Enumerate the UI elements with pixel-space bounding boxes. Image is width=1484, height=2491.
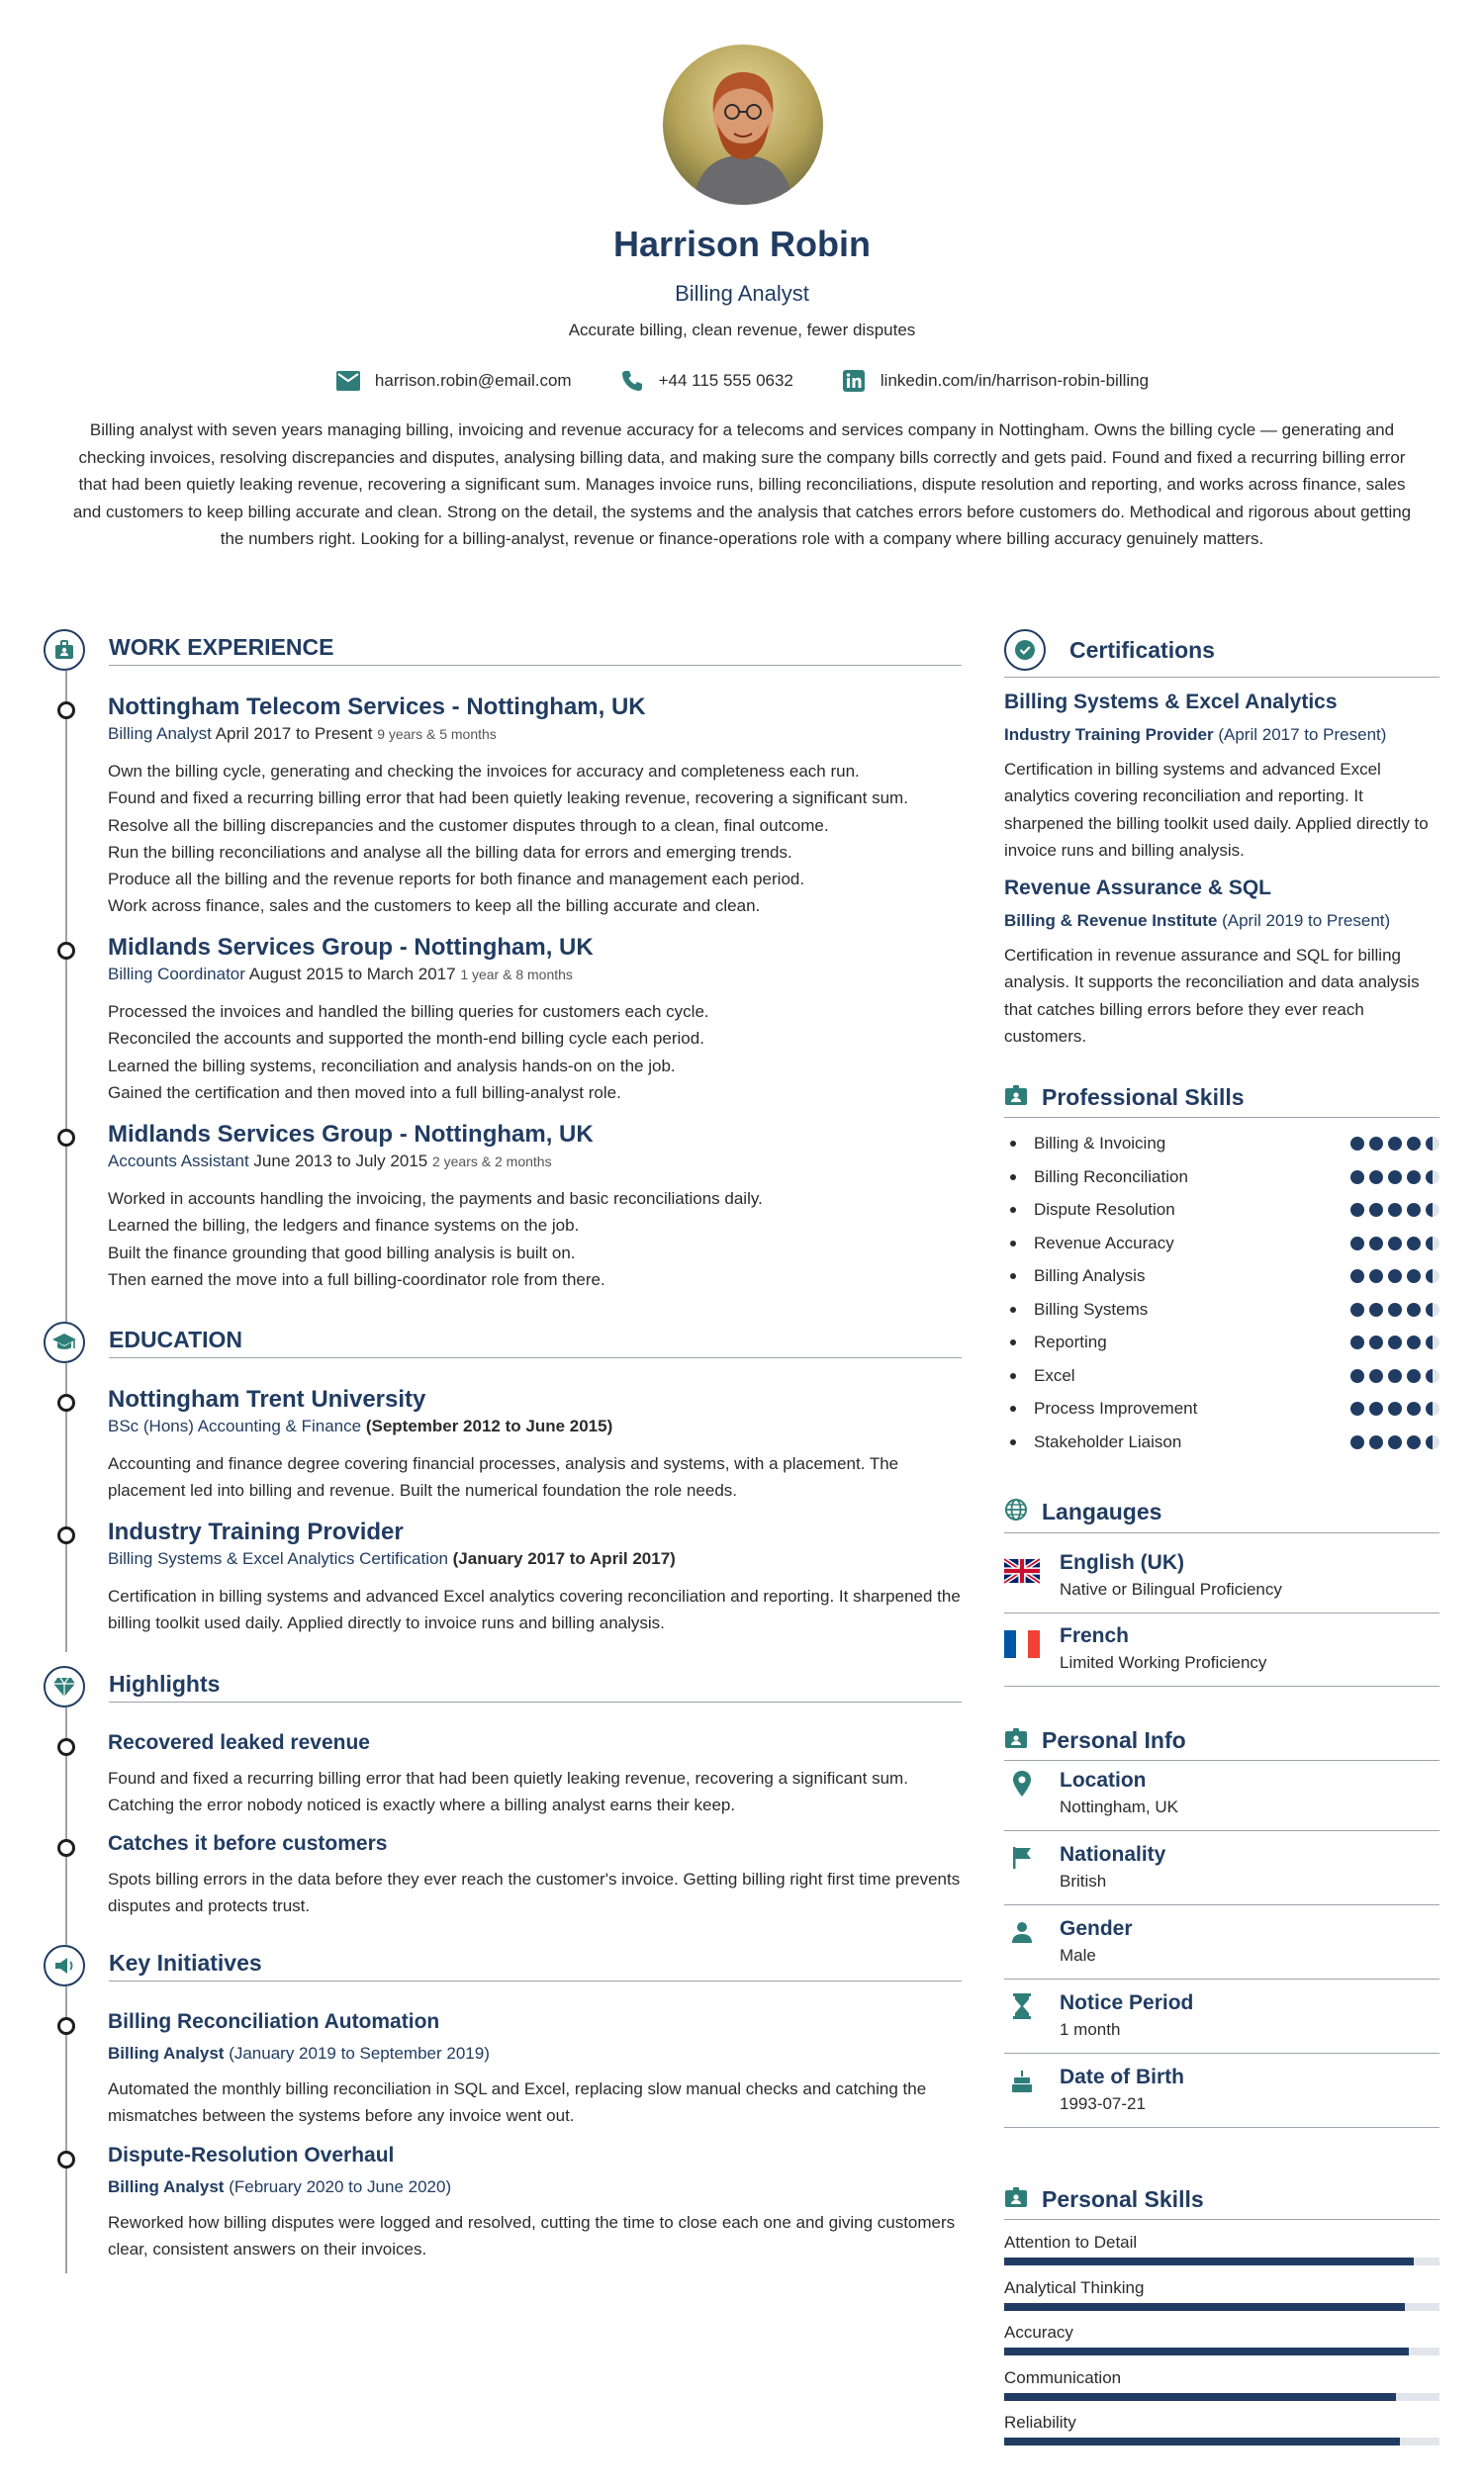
timeline-dot bbox=[57, 2151, 75, 2168]
uk-flag-icon bbox=[1004, 1557, 1040, 1585]
job-subline bbox=[108, 1150, 961, 1173]
job-entry bbox=[108, 692, 961, 920]
certification-org: Industry Training Provider bbox=[1004, 725, 1214, 744]
job-org: Midlands Services Group - Nottingham, UK bbox=[108, 934, 594, 961]
bullet-marker bbox=[1010, 1174, 1016, 1180]
rating-dot bbox=[1369, 1269, 1383, 1283]
language-name: English (UK) bbox=[1060, 1551, 1184, 1574]
initiative-entry bbox=[108, 2008, 961, 2130]
skill-rating bbox=[1350, 1402, 1439, 1416]
certifications-header bbox=[1004, 629, 1439, 678]
info-value: British bbox=[1060, 1872, 1107, 1891]
highlight-desc: Found and fixed a recurring billing error that had been quietly leaking revenue, recovering a significant sum. Catching the error nobody noticed is exactly where a billing analyst earns their keep. bbox=[108, 1769, 908, 1815]
personal-skill-name: Analytical Thinking bbox=[1004, 2277, 1145, 2297]
info-location bbox=[1004, 1767, 1439, 1831]
personal-info-header bbox=[1004, 1727, 1439, 1761]
job-duration: 1 year & 8 months bbox=[460, 967, 573, 982]
info-value: Nottingham, UK bbox=[1060, 1798, 1178, 1816]
job-bullet: Run the billing reconciliations and analyse all the billing data for errors and emerging trends. bbox=[108, 842, 792, 862]
rating-dot bbox=[1426, 1203, 1439, 1217]
rating-dot bbox=[1426, 1137, 1439, 1151]
language-entry bbox=[1004, 1549, 1439, 1614]
timeline-dot bbox=[57, 1394, 75, 1412]
professional-skill-row bbox=[1004, 1264, 1439, 1288]
timeline-dot bbox=[57, 942, 75, 960]
rating-dot bbox=[1350, 1303, 1364, 1317]
rating-dot bbox=[1369, 1203, 1383, 1217]
person-icon bbox=[1004, 1915, 1040, 1949]
certification-desc: Certification in revenue assurance and SQL for billing analysis. It supports the reconciliation and data analysis that catches billing errors before they ever reach customers. bbox=[1004, 946, 1420, 1046]
skill-level-fill bbox=[1004, 2348, 1409, 2355]
rating-dot bbox=[1407, 1170, 1421, 1184]
rating-dot bbox=[1388, 1269, 1402, 1283]
professional-summary: Billing analyst with seven years managing billing, invoicing and revenue accuracy for a telecoms and services company in Nottingham. Owns the billing cycle — generating and checking invoices, resolving discrepancies and disputes, analysing billing data, and making sure the company bills correctly and gets paid. Found and fixed a recurring billing error that had been quietly leaking revenue, recovering a significant sum. Manages invoice runs, billing reconciliations, dispute resolution and reporting, and works across finance, sales and customers to keep billing accurate and clean. Strong on the detail, the systems and the analysis that catches errors before customers do. Methodical and rigorous about getting the numbers right. Looking for a billing-analyst, revenue or finance-operations role with a company where billing accuracy genuinely matters. bbox=[72, 420, 1412, 548]
verified-badge-icon bbox=[1004, 629, 1046, 671]
info-value: Male bbox=[1060, 1946, 1096, 1965]
certification-org: Billing & Revenue Institute bbox=[1004, 911, 1218, 930]
rating-dot bbox=[1426, 1269, 1439, 1283]
personal-skills-heading: Personal Skills bbox=[1042, 2186, 1204, 2212]
skill-name: Process Improvement bbox=[1034, 1399, 1198, 1418]
skill-name: Billing Analysis bbox=[1034, 1266, 1146, 1285]
info-label: Notice Period bbox=[1060, 1991, 1194, 2014]
job-bullet: Gained the certification and then moved into a full billing-analyst role. bbox=[108, 1082, 621, 1102]
job-role: Accounts Assistant bbox=[108, 1152, 249, 1170]
job-bullet: Found and fixed a recurring billing error that had been quietly leaking revenue, recovering a significant sum. bbox=[108, 788, 908, 808]
rating-dot bbox=[1407, 1237, 1421, 1250]
skill-rating bbox=[1350, 1369, 1439, 1383]
skill-level-bar bbox=[1004, 2438, 1439, 2445]
rating-dot bbox=[1350, 1137, 1364, 1151]
degree-name: BSc (Hons) Accounting & Finance bbox=[108, 1417, 362, 1435]
job-subline bbox=[108, 722, 961, 746]
rating-dot bbox=[1350, 1170, 1364, 1184]
language-level: Native or Bilingual Proficiency bbox=[1060, 1580, 1282, 1599]
skill-name: Dispute Resolution bbox=[1034, 1200, 1175, 1219]
skill-rating bbox=[1350, 1170, 1439, 1184]
school-name: Nottingham Trent University bbox=[108, 1386, 426, 1413]
highlights-heading: Highlights bbox=[109, 1671, 962, 1703]
job-bullet: Then earned the move into a full billing-coordinator role from there. bbox=[108, 1269, 605, 1289]
bullet-marker bbox=[1010, 1439, 1016, 1445]
skill-name: Stakeholder Liaison bbox=[1034, 1431, 1182, 1451]
skill-level-bar bbox=[1004, 2303, 1439, 2311]
skill-rating bbox=[1350, 1435, 1439, 1449]
job-dates: August 2015 to March 2017 bbox=[248, 965, 456, 983]
job-subline bbox=[108, 963, 961, 986]
skill-level-bar bbox=[1004, 2258, 1439, 2265]
skill-name: Billing Reconciliation bbox=[1034, 1166, 1188, 1186]
rating-dot bbox=[1407, 1303, 1421, 1317]
rating-dot bbox=[1388, 1137, 1402, 1151]
rating-dot bbox=[1369, 1369, 1383, 1383]
rating-dot bbox=[1388, 1303, 1402, 1317]
rating-dot bbox=[1426, 1402, 1439, 1416]
initiatives-heading: Key Initiatives bbox=[109, 1950, 962, 1982]
job-duration: 2 years & 2 months bbox=[431, 1153, 552, 1169]
skill-rating bbox=[1350, 1203, 1439, 1217]
info-label: Nationality bbox=[1060, 1843, 1166, 1866]
rating-dot bbox=[1426, 1369, 1439, 1383]
school-name: Industry Training Provider bbox=[108, 1519, 404, 1545]
professional-skill-row bbox=[1004, 1331, 1439, 1354]
skill-rating bbox=[1350, 1269, 1439, 1283]
personal-skill bbox=[1004, 2277, 1439, 2311]
initiative-dates: (January 2019 to September 2019) bbox=[229, 2044, 490, 2063]
bullet-marker bbox=[1010, 1373, 1016, 1379]
initiatives-section-header bbox=[44, 1945, 962, 1986]
initiative-subline bbox=[108, 2040, 961, 2068]
cake-icon bbox=[1004, 2064, 1040, 2097]
id-badge-icon bbox=[1004, 2186, 1028, 2213]
id-badge-icon bbox=[1004, 1084, 1028, 1111]
education-entry bbox=[108, 1518, 961, 1637]
personal-skill-name: Accuracy bbox=[1004, 2323, 1073, 2342]
phone-text: +44 115 555 0632 bbox=[658, 371, 793, 390]
professional-skill-row bbox=[1004, 1165, 1439, 1189]
timeline-dot bbox=[57, 1526, 75, 1544]
info-value: 1 month bbox=[1060, 2020, 1121, 2039]
personal-skills-header bbox=[1004, 2186, 1439, 2220]
timeline-dot bbox=[57, 2017, 75, 2035]
rating-dot bbox=[1426, 1237, 1439, 1250]
job-duration: 9 years & 5 months bbox=[377, 726, 497, 742]
work-timeline-line bbox=[65, 671, 67, 1324]
diamond-icon bbox=[44, 1666, 85, 1707]
rating-dot bbox=[1369, 1303, 1383, 1317]
education-desc: Accounting and finance degree covering financial processes, analysis and systems, with a placement. The placement led into billing and revenue. Built the numerical foundation the role needs. bbox=[108, 1454, 899, 1501]
email-text: harrison.robin@email.com bbox=[374, 371, 572, 390]
professional-skills-header bbox=[1004, 1084, 1439, 1118]
rating-dot bbox=[1426, 1435, 1439, 1449]
professional-skill-row bbox=[1004, 1364, 1439, 1388]
linkedin-text: linkedin.com/in/harrison-robin-billing bbox=[880, 371, 1150, 390]
rating-dot bbox=[1350, 1237, 1364, 1250]
job-bullets bbox=[108, 998, 961, 1106]
info-label: Date of Birth bbox=[1060, 2066, 1184, 2088]
rating-dot bbox=[1369, 1402, 1383, 1416]
bullet-marker bbox=[1010, 1141, 1016, 1147]
personal-info-heading: Personal Info bbox=[1042, 1727, 1186, 1753]
skill-level-fill bbox=[1004, 2258, 1414, 2265]
rating-dot bbox=[1350, 1269, 1364, 1283]
rating-dot bbox=[1388, 1203, 1402, 1217]
skill-level-fill bbox=[1004, 2303, 1405, 2311]
briefcase-badge-icon bbox=[44, 629, 85, 671]
rating-dot bbox=[1388, 1170, 1402, 1184]
bullet-marker bbox=[1010, 1241, 1016, 1246]
skill-level-bar bbox=[1004, 2348, 1439, 2355]
bullet-marker bbox=[1010, 1339, 1016, 1345]
personal-skill bbox=[1004, 2367, 1439, 2401]
language-entry bbox=[1004, 1622, 1439, 1687]
job-entry bbox=[108, 933, 961, 1106]
rating-dot bbox=[1426, 1170, 1439, 1184]
professional-skill-row bbox=[1004, 1198, 1439, 1222]
job-dates: June 2013 to July 2015 bbox=[253, 1152, 428, 1170]
rating-dot bbox=[1350, 1336, 1364, 1349]
bullet-marker bbox=[1010, 1273, 1016, 1279]
candidate-title: Billing Analyst bbox=[675, 281, 809, 306]
job-bullet: Processed the invoices and handled the billing queries for customers each cycle. bbox=[108, 1002, 709, 1021]
rating-dot bbox=[1350, 1203, 1364, 1217]
timeline-dot bbox=[57, 1839, 75, 1857]
languages-heading: Langauges bbox=[1042, 1499, 1162, 1524]
work-section-header bbox=[44, 629, 962, 671]
rating-dot bbox=[1388, 1369, 1402, 1383]
education-section-header bbox=[44, 1322, 962, 1363]
job-bullet: Worked in accounts handling the invoicing, the payments and basic reconciliations daily. bbox=[108, 1189, 763, 1208]
bullet-marker bbox=[1010, 1406, 1016, 1412]
job-dates: April 2017 to Present bbox=[215, 724, 373, 743]
highlight-desc: Spots billing errors in the data before they ever reach the customer's invoice. Getting billing right first time prevents disputes and protects trust. bbox=[108, 1870, 961, 1916]
initiative-subline bbox=[108, 2173, 961, 2201]
job-role: Billing Analyst bbox=[108, 724, 212, 743]
professional-skill-row bbox=[1004, 1397, 1439, 1421]
graduation-cap-icon bbox=[44, 1322, 85, 1363]
candidate-name: Harrison Robin bbox=[612, 224, 871, 264]
skill-name: Excel bbox=[1034, 1365, 1075, 1385]
job-bullet: Produce all the billing and the revenue reports for both finance and management each period. bbox=[108, 870, 805, 889]
france-flag-icon bbox=[1004, 1630, 1040, 1658]
certification-name: Revenue Assurance & SQL bbox=[1004, 876, 1271, 899]
professional-skill-row bbox=[1004, 1132, 1439, 1155]
certification-dates: (April 2017 to Present) bbox=[1218, 725, 1387, 744]
personal-skill-name: Reliability bbox=[1004, 2413, 1076, 2432]
personal-skill-name: Communication bbox=[1004, 2367, 1122, 2387]
contact-phone[interactable] bbox=[619, 368, 793, 394]
rating-dot bbox=[1369, 1137, 1383, 1151]
initiative-entry bbox=[108, 2142, 961, 2263]
highlights-section-header bbox=[44, 1666, 962, 1707]
degree-name: Billing Systems & Excel Analytics Certification bbox=[108, 1549, 448, 1568]
highlight-entry bbox=[108, 1729, 961, 1819]
skill-rating bbox=[1350, 1303, 1439, 1317]
skill-level-bar bbox=[1004, 2393, 1439, 2401]
rating-dot bbox=[1407, 1336, 1421, 1349]
hourglass-icon bbox=[1004, 1989, 1040, 2023]
job-org: Nottingham Telecom Services - Nottingham, UK bbox=[108, 693, 646, 720]
rating-dot bbox=[1369, 1336, 1383, 1349]
bullet-marker bbox=[1010, 1207, 1016, 1213]
professional-skill-row bbox=[1004, 1298, 1439, 1322]
personal-skill bbox=[1004, 2232, 1439, 2265]
job-bullet: Own the billing cycle, generating and checking the invoices for accuracy and completeness each run. bbox=[108, 762, 860, 781]
languages-header bbox=[1004, 1498, 1439, 1533]
rating-dot bbox=[1407, 1203, 1421, 1217]
initiative-desc: Automated the monthly billing reconciliation in SQL and Excel, replacing slow manual checks and catching the mismatches between the systems before any invoice went out. bbox=[108, 2079, 927, 2126]
degree-line bbox=[108, 1547, 961, 1571]
contact-linkedin[interactable] bbox=[841, 368, 1149, 394]
rating-dot bbox=[1426, 1336, 1439, 1349]
certification-name: Billing Systems & Excel Analytics bbox=[1004, 691, 1338, 713]
info-nationality bbox=[1004, 1841, 1439, 1905]
phone-icon bbox=[619, 368, 645, 394]
job-role: Billing Coordinator bbox=[108, 965, 245, 983]
certifications-heading: Certifications bbox=[1069, 636, 1215, 663]
job-bullet: Learned the billing systems, reconciliation and analysis hands-on on the job. bbox=[108, 1056, 676, 1075]
info-notice-period bbox=[1004, 1989, 1439, 2054]
rating-dot bbox=[1369, 1237, 1383, 1250]
degree-dates: (January 2017 to April 2017) bbox=[452, 1549, 676, 1568]
timeline-dot bbox=[57, 1738, 75, 1756]
education-desc: Certification in billing systems and advanced Excel analytics covering reconciliation and reporting. It sharpened the billing toolkit used daily. Applied directly to invoice runs and billing analysis. bbox=[108, 1587, 961, 1633]
certification-desc: Certification in billing systems and advanced Excel analytics covering reconciliation and reporting. It sharpened the billing toolkit used daily. Applied directly to invoice runs and billing analysis. bbox=[1004, 760, 1429, 860]
rating-dot bbox=[1407, 1435, 1421, 1449]
job-bullet: Work across finance, sales and the customers to keep all the billing accurate and clean. bbox=[108, 896, 761, 916]
rating-dot bbox=[1388, 1402, 1402, 1416]
degree-line bbox=[108, 1415, 961, 1438]
initiative-role: Billing Analyst bbox=[108, 2177, 225, 2196]
id-card-icon bbox=[1004, 1727, 1028, 1754]
highlight-title: Catches it before customers bbox=[108, 1832, 388, 1855]
flag-icon bbox=[1004, 1841, 1040, 1875]
initiative-title: Billing Reconciliation Automation bbox=[108, 2010, 440, 2033]
rating-dot bbox=[1426, 1303, 1439, 1317]
rating-dot bbox=[1407, 1137, 1421, 1151]
info-value: 1993-07-21 bbox=[1060, 2094, 1146, 2113]
info-gender bbox=[1004, 1915, 1439, 1980]
rating-dot bbox=[1369, 1435, 1383, 1449]
work-heading: WORK EXPERIENCE bbox=[109, 634, 962, 666]
professional-skill-row bbox=[1004, 1232, 1439, 1255]
rating-dot bbox=[1350, 1402, 1364, 1416]
rating-dot bbox=[1407, 1402, 1421, 1416]
job-bullets bbox=[108, 1185, 961, 1293]
certification-entry bbox=[1004, 875, 1439, 1050]
skill-level-fill bbox=[1004, 2438, 1400, 2445]
megaphone-icon bbox=[44, 1945, 85, 1986]
professional-skills-heading: Professional Skills bbox=[1042, 1084, 1245, 1110]
timeline-dot bbox=[57, 1129, 75, 1147]
rating-dot bbox=[1388, 1336, 1402, 1349]
education-heading: EDUCATION bbox=[109, 1327, 962, 1358]
highlight-title: Recovered leaked revenue bbox=[108, 1731, 370, 1754]
job-bullets bbox=[108, 758, 961, 920]
rating-dot bbox=[1388, 1237, 1402, 1250]
email-icon bbox=[335, 368, 361, 394]
skill-level-fill bbox=[1004, 2393, 1396, 2401]
skill-name: Revenue Accuracy bbox=[1034, 1233, 1174, 1252]
initiative-desc: Reworked how billing disputes were logged and resolved, cutting the time to close each one and giving customers clear, consistent answers on their invoices. bbox=[108, 2213, 956, 2260]
initiative-title: Dispute-Resolution Overhaul bbox=[108, 2144, 395, 2167]
rating-dot bbox=[1350, 1369, 1364, 1383]
job-org: Midlands Services Group - Nottingham, UK bbox=[108, 1121, 594, 1148]
avatar bbox=[663, 45, 823, 205]
rating-dot bbox=[1407, 1369, 1421, 1383]
skill-name: Billing & Invoicing bbox=[1034, 1134, 1166, 1153]
job-bullet: Learned the billing, the ledgers and finance systems on the job. bbox=[108, 1216, 580, 1236]
job-entry bbox=[108, 1120, 961, 1293]
degree-dates: (September 2012 to June 2015) bbox=[365, 1417, 613, 1435]
skill-rating bbox=[1350, 1237, 1439, 1250]
skill-rating bbox=[1350, 1137, 1439, 1151]
personal-skill bbox=[1004, 2322, 1439, 2355]
bullet-marker bbox=[1010, 1307, 1016, 1313]
info-label: Location bbox=[1060, 1769, 1147, 1792]
globe-icon bbox=[1004, 1498, 1028, 1526]
initiative-role: Billing Analyst bbox=[108, 2044, 225, 2063]
certification-entry bbox=[1004, 689, 1439, 864]
job-bullet: Reconciled the accounts and supported the month-end billing cycle each period. bbox=[108, 1029, 704, 1049]
skill-rating bbox=[1350, 1336, 1439, 1349]
rating-dot bbox=[1407, 1269, 1421, 1283]
info-date-of-birth bbox=[1004, 2064, 1439, 2128]
contact-bar bbox=[0, 368, 1484, 394]
highlight-entry bbox=[108, 1830, 961, 1920]
skill-name: Reporting bbox=[1034, 1333, 1107, 1351]
initiative-dates: (February 2020 to June 2020) bbox=[229, 2177, 452, 2196]
info-label: Gender bbox=[1060, 1917, 1133, 1940]
professional-skill-row bbox=[1004, 1430, 1439, 1454]
personal-skill-name: Attention to Detail bbox=[1004, 2233, 1138, 2252]
personal-skill bbox=[1004, 2412, 1439, 2445]
certification-org-line bbox=[1004, 722, 1439, 748]
map-pin-icon bbox=[1004, 1767, 1040, 1800]
job-bullet: Built the finance grounding that good billing analysis is built on. bbox=[108, 1243, 576, 1262]
linkedin-icon bbox=[841, 368, 867, 394]
language-level: Limited Working Proficiency bbox=[1060, 1653, 1267, 1672]
tagline: Accurate billing, clean revenue, fewer disputes bbox=[568, 321, 916, 339]
education-entry bbox=[108, 1385, 961, 1505]
certification-org-line bbox=[1004, 908, 1439, 934]
timeline-dot bbox=[57, 701, 75, 719]
job-bullet: Resolve all the billing discrepancies and the customer disputes through to a clean, final outcome. bbox=[108, 815, 829, 835]
rating-dot bbox=[1350, 1435, 1364, 1449]
rating-dot bbox=[1388, 1435, 1402, 1449]
language-name: French bbox=[1060, 1624, 1130, 1647]
skill-name: Billing Systems bbox=[1034, 1299, 1149, 1319]
rating-dot bbox=[1369, 1170, 1383, 1184]
contact-email[interactable] bbox=[335, 368, 572, 394]
certification-dates: (April 2019 to Present) bbox=[1222, 911, 1391, 930]
